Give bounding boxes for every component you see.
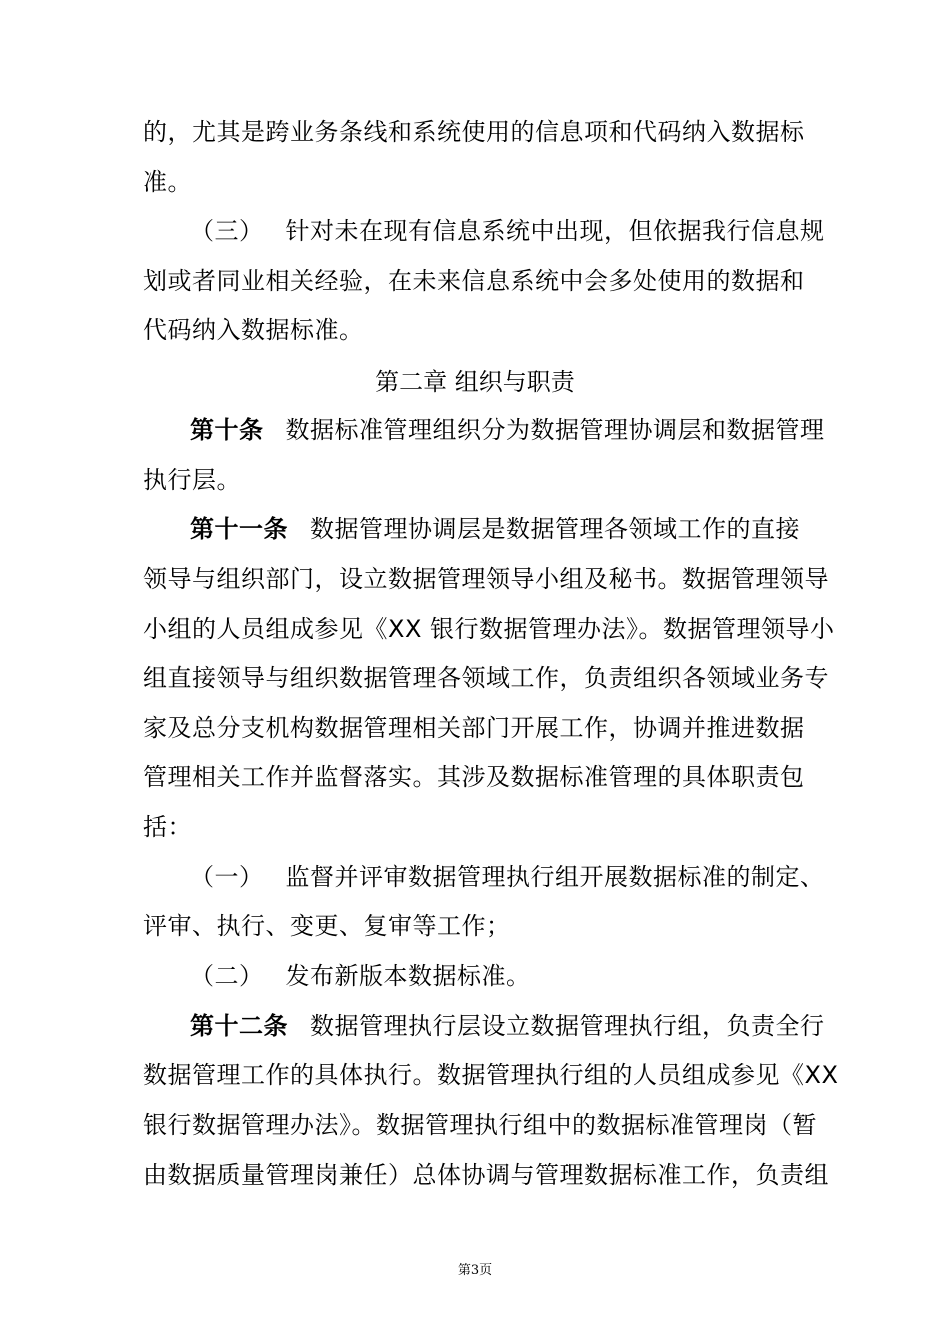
article-number: 第十二条: [190, 1012, 288, 1040]
list-item-1: [190, 857, 825, 897]
article-text: 数据标准管理组织分为数据管理协调层和数据管理: [285, 416, 825, 444]
list-marker: （二）: [190, 962, 264, 990]
list-item-text: 监督并评审数据管理执行组开展数据标准的制定、: [285, 863, 825, 891]
body-line: 的，尤其是跨业务条线和系统使用的信息项和代码纳入数据标: [143, 118, 805, 146]
list-item-text: 针对未在现有信息系统中出现，但依据我行信息规: [285, 217, 825, 245]
list-marker: （三）: [190, 217, 264, 245]
body-line: 划或者同业相关经验，在未来信息系统中会多处使用的数据和: [143, 267, 805, 295]
body-line: 由数据质量管理岗兼任）总体协调与管理数据标准工作，负责组: [143, 1161, 829, 1189]
body-line: 准。: [143, 168, 192, 196]
body-line: 银行数据管理办法》。数据管理执行组中的数据标准管理岗（暂: [143, 1111, 817, 1139]
list-item-text: 发布新版本数据标准。: [285, 962, 531, 990]
body-line: 家及总分支机构数据管理相关部门开展工作，协调并推进数据: [143, 714, 805, 742]
article-11: [190, 509, 800, 549]
article-12: [190, 1006, 825, 1046]
list-item-2: [190, 956, 531, 996]
article-text: 数据管理执行层设立数据管理执行组，负责全行: [310, 1012, 825, 1040]
list-item-3: [190, 211, 825, 251]
body-line: 评审、执行、变更、复审等工作；: [143, 912, 511, 940]
body-line: 领导与组织部门，设立数据管理领导小组及秘书。数据管理领导: [143, 565, 829, 593]
body-line: 管理相关工作并监督落实。其涉及数据标准管理的具体职责包: [143, 763, 805, 791]
article-number: 第十条: [190, 416, 264, 444]
body-line: 代码纳入数据标准。: [143, 316, 364, 344]
article-text: 数据管理协调层是数据管理各领域工作的直接: [310, 515, 800, 543]
list-marker: （一）: [190, 863, 264, 891]
article-10: [190, 410, 825, 450]
article-number: 第十一条: [190, 515, 288, 543]
chapter-heading: 第二章 组织与职责: [375, 368, 575, 396]
page-number: 第3页: [457, 1263, 493, 1278]
body-line: 小组的人员组成参见《XX 银行数据管理办法》。数据管理领导小: [143, 615, 835, 643]
body-line: 组直接领导与组织数据管理各领域工作，负责组织各领域业务专: [143, 664, 829, 692]
body-line: 执行层。: [143, 466, 241, 494]
body-line: 括：: [143, 813, 192, 841]
body-line: 数据管理工作的具体执行。数据管理执行组的人员组成参见《XX: [143, 1061, 839, 1089]
